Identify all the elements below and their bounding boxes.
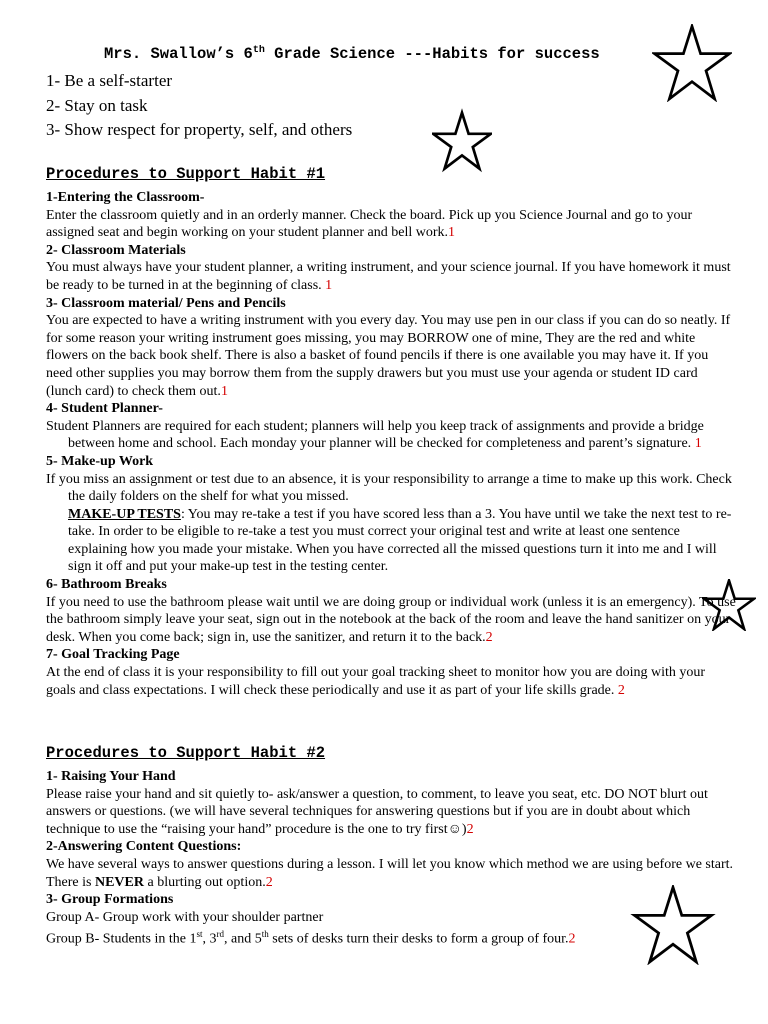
item-heading: 2-Answering Content Questions:: [46, 839, 242, 855]
habit-number: 2: [466, 821, 474, 837]
item-heading: 5- Make-up Work: [46, 453, 154, 469]
item-heading: 1- Raising Your Hand: [46, 769, 176, 784]
star-icon: [628, 885, 718, 965]
item-text: If you need to use the bathroom please wait until we are doing group or individual work (unless it is an emergency). To use the bathroom simply leave your seat, sign out in the notebook at the back of the room and leave the hand sanitizer on your desk. When you come back; sign in, use the sanitizer, and return it to the back.2: [46, 594, 736, 645]
group-b-text: Group B- Students in the 1st, 3rd, and 5th sets of desks turn their desks to form a group of four.2: [46, 929, 576, 947]
habit-3: 3- Show respect for property, self, and others: [46, 120, 353, 139]
habit-number: 1: [220, 383, 228, 399]
item-heading: 2- Classroom Materials: [46, 242, 186, 258]
section-1-body: [46, 189, 736, 699]
item-text: Please raise your hand and sit quietly to- ask/answer a question, to comment, to leave you seat, etc. DO NOT blurt out answers or questions. (we will have several techniques for answering questions but if you are in doubt about which technique to use the “raising your hand” procedure is the one to try first☺)2: [46, 786, 708, 837]
item-heading: 7- Goal Tracking Page: [46, 647, 180, 663]
habit-number: 2: [265, 874, 273, 890]
page-title: [104, 45, 664, 63]
group-a-text: Group A- Group work with your shoulder partner: [46, 909, 324, 925]
item-text: If you miss an assignment or test due to an absence, it is your responsibility to arrange a time to make up this work. Check the daily folders on the shelf for what you missed.: [46, 471, 732, 505]
item-text: At the end of class it is your responsibility to fill out your goal tracking sheet to monitor how you are doing with your goals and class expectations. I will check these periodically and use it as part of your life skills grade. 2: [46, 665, 706, 698]
habit-number: 2: [568, 932, 576, 947]
habit-1: 1- Be a self-starter: [46, 71, 173, 90]
item-heading: 6- Bathroom Breaks: [46, 577, 167, 593]
habit-number: 2: [485, 629, 493, 645]
title-text-rest: Grade Science ---Habits for success: [264, 45, 600, 64]
habit-number: 1: [448, 225, 456, 241]
item-heading: 3- Group Formations: [46, 892, 174, 908]
item-text: Student Planners are required for each student; planners will help you keep track of assignments and provide a bridge between home and school. Each monday your planner will be checked for completeness and parent’s signature. 1: [46, 418, 704, 452]
item-heading: 1-Entering the Classroom-: [46, 190, 205, 205]
habit-2: 2- Stay on task: [46, 95, 148, 115]
habit-number: 1: [325, 277, 333, 293]
item-text: We have several ways to answer questions during a lesson. I will let you know which method we are using before we start. There is NEVER a blurting out option.2: [46, 856, 734, 890]
title-superscript: th: [252, 45, 265, 56]
item-text: You must always have your student planner, a writing instrument, and your science journal. If you have homework it must be ready to be turned in at the beginning of class. 1: [46, 260, 731, 293]
item-text: Enter the classroom quietly and in an orderly manner. Check the board. Pick up you Science Journal and go to your assigned seat and begin working on your student planner and bell work.1: [46, 207, 693, 241]
habit-number: 2: [617, 682, 625, 698]
star-icon: [432, 108, 492, 174]
section-2-title: Procedures to Support Habit #2: [46, 744, 326, 762]
smiley-icon: ☺: [447, 821, 462, 837]
section-1-title: Procedures to Support Habit #1: [46, 165, 326, 183]
habits-list: [46, 69, 352, 143]
title-text: Mrs. Swallow’s 6: [104, 45, 253, 64]
item-heading: 3- Classroom material/ Pens and Pencils: [46, 295, 286, 311]
makeup-tests-label: MAKE-UP TESTS: [68, 506, 181, 522]
item-heading: 4- Student Planner-: [46, 401, 163, 417]
star-icon: [702, 579, 756, 631]
star-icon: [652, 24, 732, 102]
item-text: You are expected to have a writing instrument with you every day. You may use pen in our class if you can do so neatly. If for some reason your writing instrument goes missing, you may BORROW one of mine, They are the red and white flowers on the back book shelf. There is also a basket of found pencils if there is one available you may have it. If you need other supplies you may borrow them from the supply drawers but you must use your agenda or student ID card (lunch card) to check them out.1: [46, 313, 731, 399]
habit-number: 1: [694, 436, 702, 452]
never-emphasis: NEVER: [94, 874, 144, 890]
makeup-tests-text: MAKE-UP TESTS: You may re-take a test if you have scored less than a 3. You have until we take the next test to re-take. In order to be eligible to re-take a test you must correct your original test and write at least one sentence explaining how you made your mistake. When you have corrected all the missed questions turn it into me and I will sign it off and put your make-up test in the testing center.: [68, 506, 732, 575]
